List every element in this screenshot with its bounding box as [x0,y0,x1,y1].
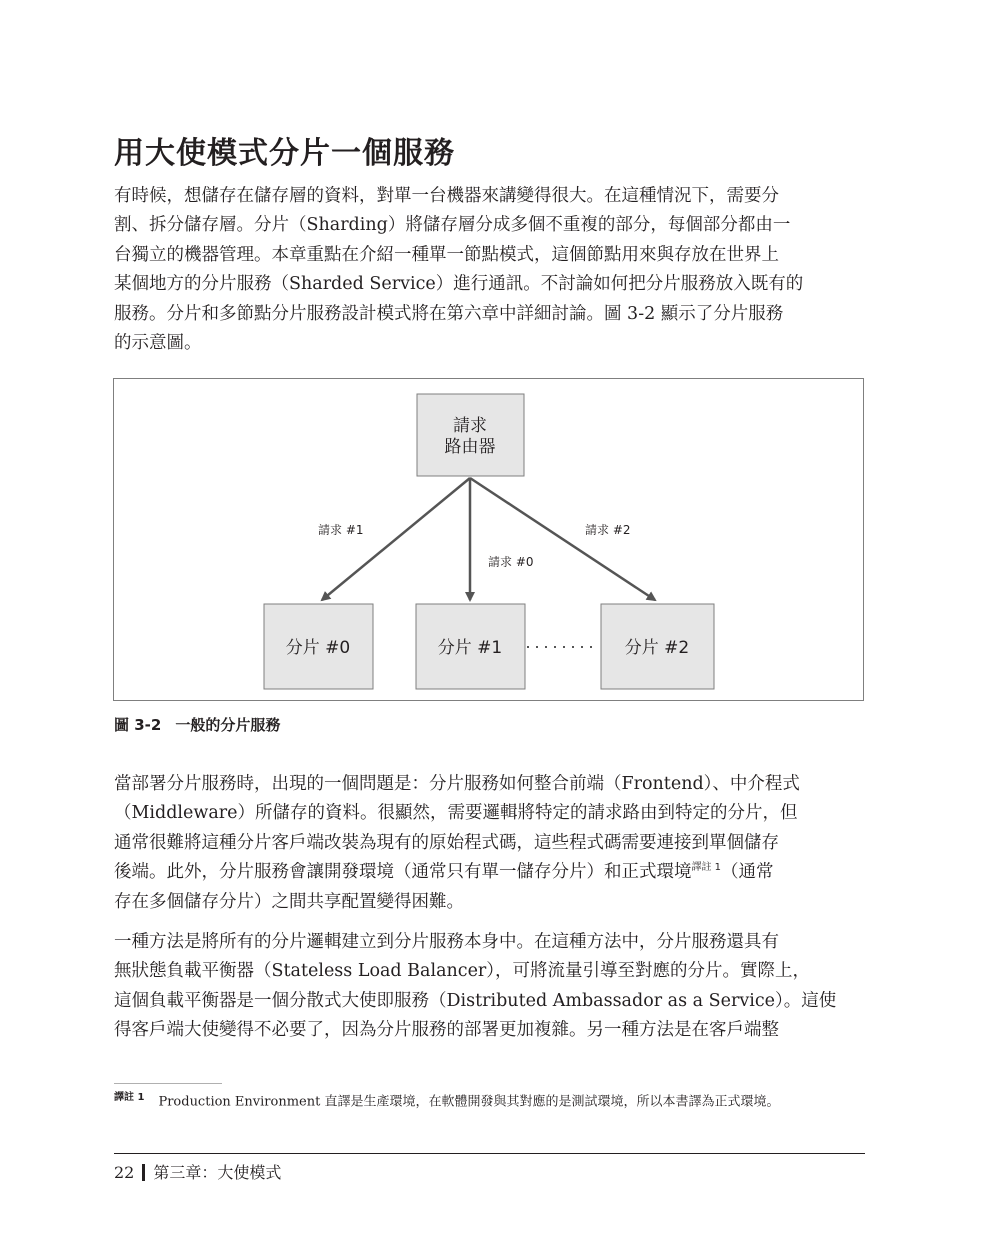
router-label-line2: 路由器 [444,437,496,457]
arrow-to-shard2 [470,478,655,600]
shard1-label: 分片 #1 [437,638,503,658]
text-segment: 後端。此外，分片服務會讓開發環境（通常只有單一儲存分片）和正式環境 [114,862,692,883]
footer-separator [142,1164,145,1181]
paragraph-intro [114,182,866,358]
paragraph-approach [114,928,866,1046]
translator-note-ref[interactable]: 譯註 1 [691,862,722,874]
figure-sharded-service-diagram [113,378,864,701]
arrow-label-request-0: 請求 #0 [488,555,534,569]
text-line: 的示意圖。 [114,333,202,354]
text-segment: （通常 [721,862,774,883]
footnote-text: Production Environment 直譯是生產環境，在軟體開發與其對應的是測試環境，所以本書譯為正式環境。 [158,1094,780,1110]
text-line: 有時候，想儲存在儲存層的資料，對單一台機器來講變得很大。在這種情況下，需要分 [114,186,779,206]
text-line: 一種方法是將所有的分片邏輯建立到分片服務本身中。在這種方法中，分片服務還具有 [114,932,779,952]
text-line: 無狀態負載平衡器（Stateless Load Balancer），可將流量引導至對應的分片。實際上， [114,961,811,982]
text-line: 某個地方的分片服務（Sharded Service）進行通訊。不討論如何把分片服務放入既有的 [114,274,804,295]
footer-divider [114,1153,865,1154]
shard2-label: 分片 #2 [624,638,690,658]
text-line: 得客戶端大使變得不必要了，因為分片服務的部署更加複雜。另一種方法是在客戶端整 [114,1020,779,1041]
figure-caption [114,714,280,735]
footnote-mark: 譯註 1 [114,1092,145,1103]
router-label-line1: 請求 [453,416,487,436]
figure-caption-text: 一般的分片服務 [175,716,281,734]
diagram-canvas [114,379,865,702]
text-line: 當部署分片服務時，出現的一個問題是：分片服務如何整合前端（Frontend）、中介程式 [114,774,800,794]
chapter-title: 第三章：大使模式 [153,1163,282,1182]
text-line: 存在多個儲存分片）之間共享配置變得困難。 [114,891,464,912]
arrow-to-shard0 [322,478,470,600]
text-line: 割、拆分儲存層。分片（Sharding）將儲存層分成多個不重複的部分，每個部分都由一 [114,215,791,236]
text-line: （Middleware）所儲存的資料。很顯然，需要邏輯將特定的請求路由到特定的分片，但 [114,803,798,824]
arrow-label-request-1: 請求 #1 [318,523,364,537]
text-line [114,858,866,887]
page-number: 22 [114,1163,135,1182]
text-line: 台獨立的機器管理。本章重點在介紹一種單一節點模式，這個節點用來與存放在世界上 [114,244,779,265]
section-title: 用大使模式分片一個服務 [114,136,455,171]
footnote [114,1088,779,1109]
shard0-label: 分片 #0 [285,638,351,658]
footnote-divider [114,1083,222,1084]
page-footer [114,1160,281,1183]
text-line: 通常很難將這種分片客戶端改裝為現有的原始程式碼，這些程式碼需要連接到單個儲存 [114,832,779,853]
arrow-label-request-2: 請求 #2 [585,523,631,537]
paragraph-deployment [114,770,866,917]
text-line: 服務。分片和多節點分片服務設計模式將在第六章中詳細討論。圖 3-2 顯示了分片服務 [114,303,784,324]
text-line: 這個負載平衡器是一個分散式大使即服務（Distributed Ambassador as a Service）。這使 [114,990,837,1011]
figure-number: 圖 3-2 [114,716,162,734]
